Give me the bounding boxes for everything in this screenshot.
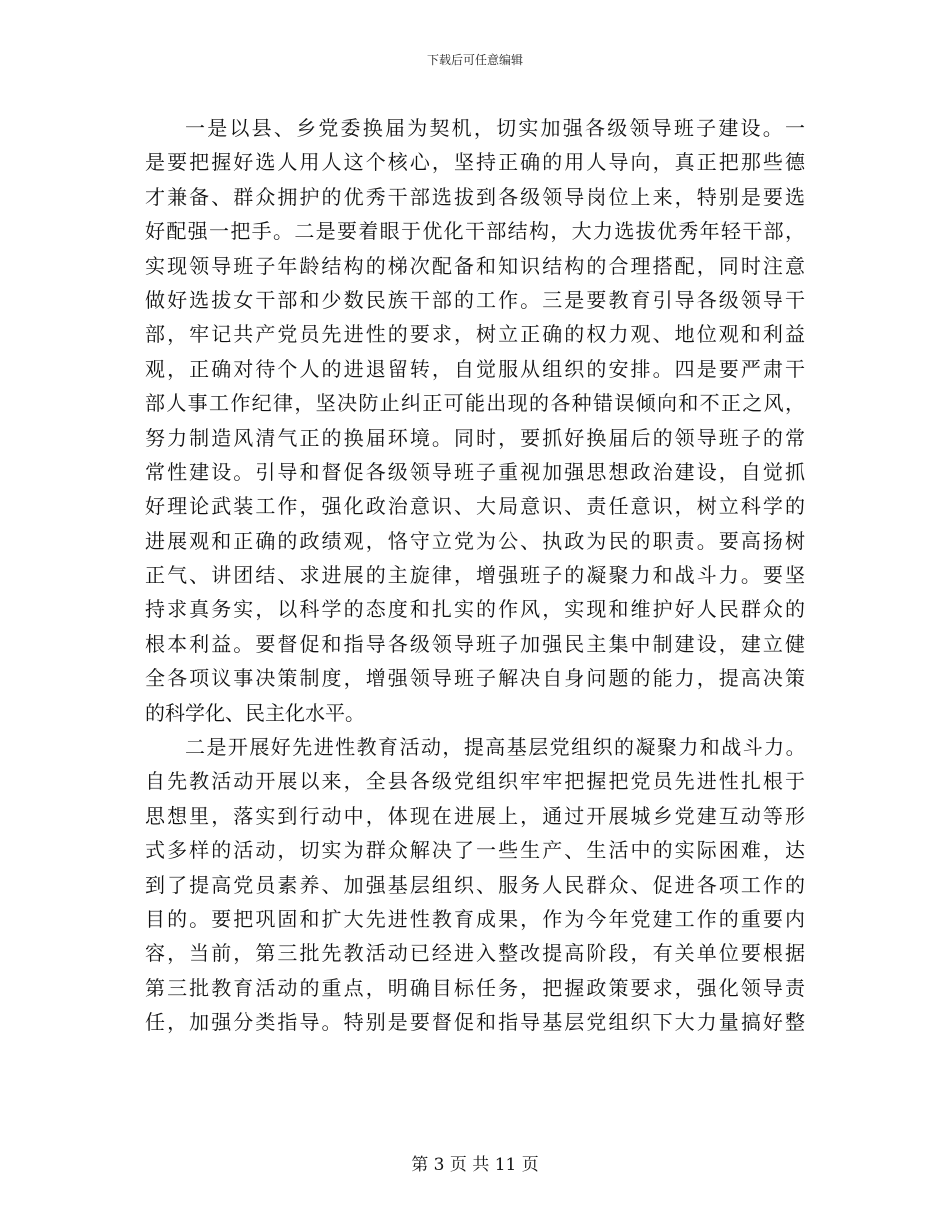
text-line: 进展观和正确的政绩观，恪守立党为公、执政为民的职责。要高扬树 — [145, 528, 805, 553]
text-line: 容，当前，第三批先教活动已经进入整改提高阶段，有关单位要根据 — [145, 941, 805, 966]
document-body — [145, 111, 805, 1040]
text-line: 二是开展好先进性教育活动，提高基层党组织的凝聚力和战斗力。 — [185, 735, 805, 760]
page-number: 第 3 页 共 11 页 — [411, 1155, 539, 1175]
text-line: 思想里，落实到行动中，体现在进展上，通过开展城乡党建互动等形 — [145, 803, 805, 828]
text-line: 全各项议事决策制度，增强领导班子解决自身问题的能力，提高决策 — [145, 666, 805, 691]
text-line: 才兼备、群众拥护的优秀干部选拔到各级领导岗位上来，特别是要选 — [145, 184, 805, 209]
text-line: 做好选拔女干部和少数民族干部的工作。三是要教育引导各级领导干 — [145, 287, 805, 312]
text-line: 根本利益。要督促和指导各级领导班子加强民主集中制建设，建立健 — [145, 631, 805, 656]
text-line: 是要把握好选人用人这个核心，坚持正确的用人导向，真正把那些德 — [145, 150, 805, 175]
text-line: 好配强一把手。二是要着眼于优化干部结构，大力选拔优秀年轻干部， — [145, 219, 805, 244]
text-line: 自先教活动开展以来，全县各级党组织牢牢把握把党员先进性扎根于 — [145, 769, 805, 794]
text-line: 目的。要把巩固和扩大先进性教育成果，作为今年党建工作的重要内 — [145, 906, 805, 931]
text-line: 第三批教育活动的重点，明确目标任务，把握政策要求，强化领导责 — [145, 975, 805, 1000]
text-line: 实现领导班子年龄结构的梯次配备和知识结构的合理搭配，同时注意 — [145, 253, 805, 278]
text-line: 观，正确对待个人的进退留转，自觉服从组织的安排。四是要严肃干 — [145, 356, 805, 381]
text-line: 的科学化、民主化水平。 — [145, 700, 365, 725]
text-line: 好理论武装工作，强化政治意识、大局意识、责任意识，树立科学的 — [145, 494, 805, 519]
text-line: 正气、讲团结、求进展的主旋律，增强班子的凝聚力和战斗力。要坚 — [145, 563, 805, 588]
text-line: 一是以县、乡党委换届为契机，切实加强各级领导班子建设。一 — [185, 116, 805, 140]
text-line: 部，牢记共产党员先进性的要求，树立正确的权力观、地位观和利益 — [145, 322, 805, 347]
text-line: 部人事工作纪律，坚决防止纠正可能出现的各种错误倾向和不正之风， — [145, 391, 805, 416]
text-line: 任，加强分类指导。特别是要督促和指导基层党组织下大力量搞好整 — [145, 1010, 805, 1035]
text-line: 努力制造风清气正的换届环境。同时，要抓好换届后的领导班子的常 — [145, 425, 805, 450]
text-line: 常性建设。引导和督促各级领导班子重视加强思想政治建设，自觉抓 — [145, 459, 805, 484]
text-line: 式多样的活动，切实为群众解决了一些生产、生活中的实际困难，达 — [145, 838, 805, 863]
page-header-note: 下载后可任意编辑 — [426, 53, 523, 67]
text-line: 持求真务实，以科学的态度和扎实的作风，实现和维护好人民群众的 — [145, 597, 805, 622]
text-line: 到了提高党员素养、加强基层组织、服务人民群众、促进各项工作的 — [145, 872, 805, 897]
